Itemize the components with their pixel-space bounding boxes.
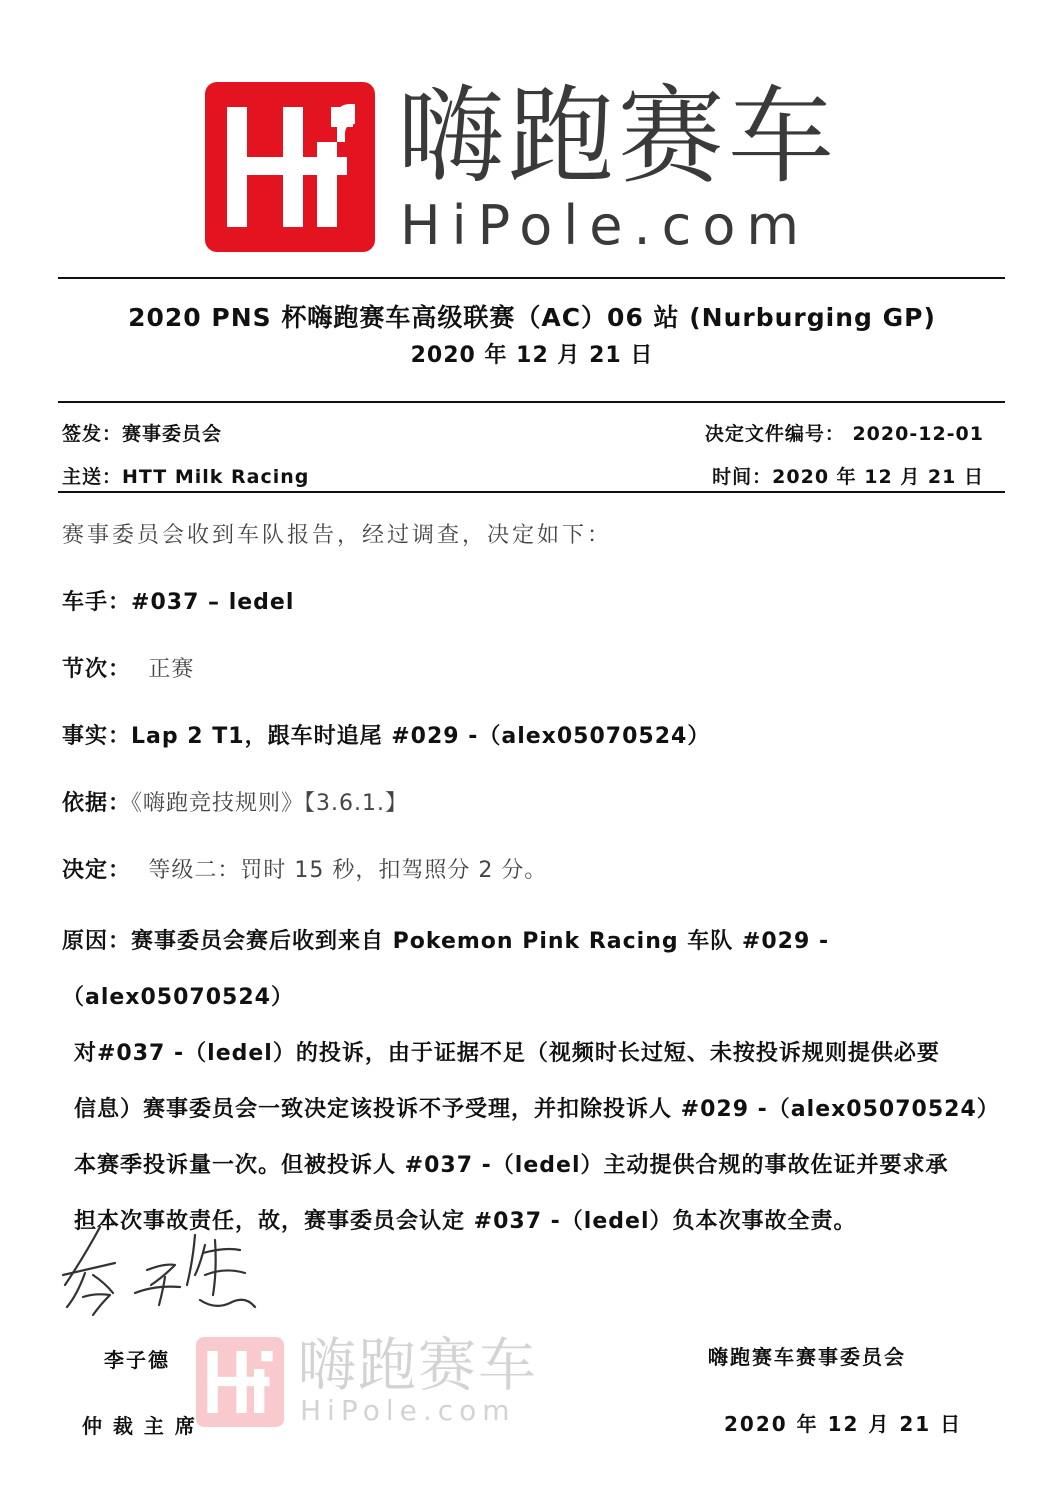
driver-row bbox=[62, 585, 294, 616]
fact-row bbox=[62, 719, 710, 750]
watermark-logo-mark bbox=[196, 1337, 284, 1427]
meta-top-divider bbox=[58, 401, 1005, 403]
document-title: 2020 PNS 杯嗨跑赛车高级联赛（AC）06 站 (Nurburging GP) bbox=[128, 303, 936, 332]
hi-logo-icon bbox=[205, 82, 375, 252]
fact-label: 事实： bbox=[62, 724, 132, 749]
issuer: 签发：赛事委员会 bbox=[62, 423, 223, 445]
reason-paragraph bbox=[62, 914, 1007, 1250]
document-date: 2020 年 12 月 21 日 bbox=[410, 343, 654, 368]
brand-name-en: HiPole.com bbox=[400, 194, 811, 257]
reason-line: 本赛季投诉量一次。但被投诉人 #037 -（ledel）主动提供合规的事故佐证并要求承 bbox=[74, 1153, 949, 1178]
brand-name-cn: 嗨跑赛车 bbox=[398, 75, 838, 198]
handwritten-signature bbox=[55, 1215, 265, 1325]
committee-date: 2020 年 12 月 21 日 bbox=[724, 1412, 963, 1436]
basis-value: 《嗨跑竞技规则》【3.6.1.】 bbox=[131, 791, 408, 816]
reason-line: 担本次事故责任，故，赛事委员会认定 #037 -（ledel）负本次事故全责。 bbox=[74, 1209, 857, 1234]
issue-time: 时间：2020 年 12 月 21 日 bbox=[712, 466, 984, 488]
recipient: 主送：HTT Milk Racing bbox=[62, 466, 310, 488]
decision-value: 等级二：罚时 15 秒，扣驾照分 2 分。 bbox=[148, 858, 548, 883]
signer-name: 李子德 bbox=[104, 1348, 170, 1372]
session-value: 正赛 bbox=[148, 657, 195, 682]
document-number: 决定文件编号： 2020-12-01 bbox=[704, 423, 984, 445]
driver-value: #037 – ledel bbox=[131, 590, 295, 615]
reason-line: 信息）赛事委员会一致决定该投诉不予受理，并扣除投诉人 #029 -（alex05070524） bbox=[74, 1097, 1000, 1122]
intro-text: 赛事委员会收到车队报告，经过调查，决定如下： bbox=[62, 523, 613, 548]
watermark-brand-en: HiPole.com bbox=[300, 1394, 516, 1427]
hi-logo-icon bbox=[196, 1337, 284, 1427]
meta-bottom-divider bbox=[58, 491, 1005, 493]
basis-label: 依据： bbox=[62, 791, 132, 816]
session-row bbox=[62, 652, 194, 683]
decision-row bbox=[62, 853, 547, 884]
decision-label: 决定： bbox=[62, 858, 132, 883]
committee-name: 嗨跑赛车赛事委员会 bbox=[708, 1345, 906, 1369]
session-label: 节次： bbox=[62, 657, 132, 682]
signer-title: 仲 裁 主 席 bbox=[82, 1414, 197, 1438]
header-divider bbox=[58, 277, 1005, 279]
reason-line: 原因：赛事委员会赛后收到来自 Pokemon Pink Racing 车队 #029 -（alex05070524） bbox=[62, 929, 830, 1010]
basis-row bbox=[62, 786, 408, 817]
fact-value: Lap 2 T1，跟车时追尾 #029 -（alex05070524） bbox=[131, 724, 711, 749]
watermark-brand-cn: 嗨跑赛车 bbox=[298, 1331, 539, 1399]
reason-line: 对#037 -（ledel）的投诉，由于证据不足（视频时长过短、未按投诉规则提供必要 bbox=[74, 1041, 940, 1066]
brand-logo-mark bbox=[205, 82, 375, 252]
driver-label: 车手： bbox=[62, 590, 132, 615]
